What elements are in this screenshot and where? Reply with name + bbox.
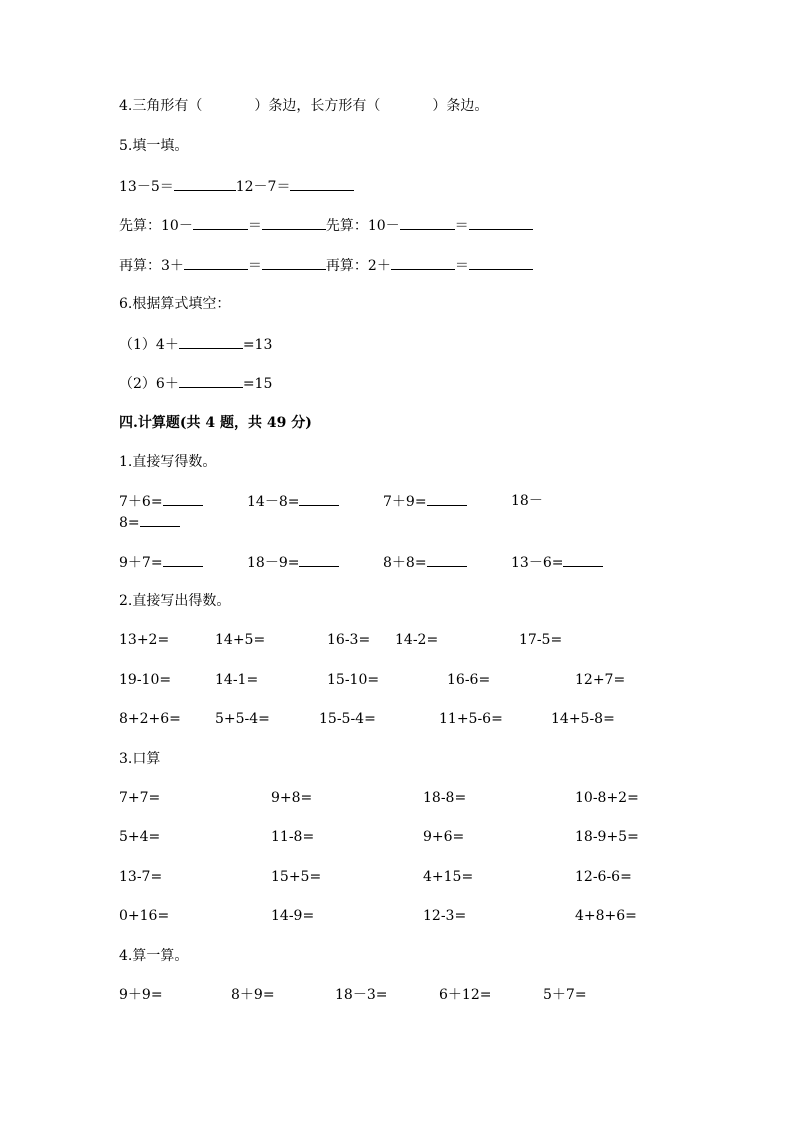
q6-row-1 bbox=[119, 334, 272, 355]
q5-r2-eq-2: ＝ bbox=[454, 218, 469, 234]
question-6-title: 6.根据算式填空： bbox=[119, 296, 231, 312]
calc-1-expr: 7＋9= bbox=[383, 494, 427, 510]
q5-r2-eq-1: ＝ bbox=[247, 218, 262, 234]
calc-2-item: 13+2= bbox=[119, 632, 170, 648]
calc-2-item: 5+5-4= bbox=[215, 711, 270, 727]
q5-r3-blank-4[interactable] bbox=[469, 255, 533, 270]
calc-3-item: 18-8= bbox=[423, 790, 467, 806]
calc-2-item: 14-2= bbox=[395, 632, 439, 648]
q5-r1-blank-a[interactable] bbox=[174, 176, 236, 191]
q4-text-c: ）条边。 bbox=[432, 98, 489, 114]
calc-2-item: 14+5-8= bbox=[551, 711, 615, 727]
calc-2-item: 8+2+6= bbox=[119, 711, 181, 727]
calc-3-item: 9+8= bbox=[271, 790, 313, 806]
q4-text-a: 4.三角形有（ bbox=[119, 98, 203, 114]
calc-1-blank[interactable] bbox=[163, 491, 203, 506]
calc-4-item: 18－3= bbox=[335, 987, 388, 1003]
q5-r1-expr-b: 12－7＝ bbox=[235, 179, 291, 195]
calc-1-expr: 14－8= bbox=[247, 494, 300, 510]
calc-1-item bbox=[247, 552, 339, 573]
q5-r2-blank-2[interactable] bbox=[262, 215, 326, 230]
calc-3-row-3 bbox=[0, 867, 794, 887]
calc-2-item: 15-10= bbox=[327, 672, 380, 688]
calc-1-blank[interactable] bbox=[140, 512, 180, 527]
q5-row-3 bbox=[119, 255, 533, 276]
calc-3-title: 3.口算 bbox=[119, 751, 161, 767]
calc-1-expr: 18－9= bbox=[247, 555, 300, 571]
calc-2-item: 15-5-4= bbox=[319, 711, 376, 727]
section-4-title: 四.计算题(共 4 题，共 49 分) bbox=[119, 415, 312, 431]
q5-r2-blank-1[interactable] bbox=[193, 215, 248, 230]
calc-2-item: 17-5= bbox=[519, 632, 563, 648]
calc-1-expr: 7＋6= bbox=[119, 494, 163, 510]
q5-r1-expr-a: 13－5＝ bbox=[119, 179, 174, 195]
calc-3-row-2 bbox=[0, 827, 794, 847]
calc-1-row-1 bbox=[0, 491, 794, 511]
calc-3-item: 15+5= bbox=[271, 869, 322, 885]
q5-r3-blank-3[interactable] bbox=[391, 255, 455, 270]
calc-3-item: 11-8= bbox=[271, 829, 315, 845]
calc-2-title: 2.直接写出得数。 bbox=[119, 593, 231, 609]
q6-row-2 bbox=[119, 373, 272, 394]
calc-3-item: 13-7= bbox=[119, 869, 163, 885]
question-4 bbox=[119, 96, 488, 116]
q5-r3-blank-2[interactable] bbox=[262, 255, 326, 270]
calc-1-item bbox=[247, 491, 339, 512]
q6-r1-expr: （1）4＋ bbox=[119, 337, 179, 353]
calc-2-item: 16-3= bbox=[327, 632, 371, 648]
calc-2-item: 14-1= bbox=[215, 672, 259, 688]
q5-r2-expr-b: 先算：10－ bbox=[325, 218, 400, 234]
q5-row-2 bbox=[119, 215, 533, 236]
calc-2-item: 12+7= bbox=[575, 672, 626, 688]
calc-1-item bbox=[511, 552, 603, 573]
calc-2-row-3 bbox=[0, 709, 794, 729]
q4-text-b: ）条边，长方形有（ bbox=[254, 98, 381, 114]
q5-r2-blank-4[interactable] bbox=[469, 215, 533, 230]
q6-r2-result: =15 bbox=[242, 376, 273, 392]
calc-3-item: 0+16= bbox=[119, 908, 170, 924]
calc-1-item: 18－ bbox=[511, 493, 543, 509]
q5-r3-eq-1: ＝ bbox=[247, 258, 262, 274]
calc-1-expr: 13－6= bbox=[511, 555, 564, 571]
calc-2-item: 19-10= bbox=[119, 672, 172, 688]
calc-4-item: 5＋7= bbox=[543, 987, 587, 1003]
q6-r2-expr: （2）6＋ bbox=[119, 376, 179, 392]
q6-r1-result: =13 bbox=[242, 337, 273, 353]
calc-2-item: 11+5-6= bbox=[439, 711, 503, 727]
calc-3-item: 10-8+2= bbox=[575, 790, 639, 806]
calc-3-row-4 bbox=[0, 906, 794, 926]
calc-1-blank[interactable] bbox=[163, 552, 203, 567]
calc-4-item: 8＋9= bbox=[231, 987, 275, 1003]
calc-1-blank[interactable] bbox=[427, 552, 467, 567]
q6-r2-blank[interactable] bbox=[179, 373, 243, 388]
calc-1-title: 1.直接写得数。 bbox=[119, 454, 217, 470]
calc-3-item: 7+7= bbox=[119, 790, 161, 806]
calc-1-blank[interactable] bbox=[299, 552, 339, 567]
calc-3-item: 9+6= bbox=[423, 829, 465, 845]
q5-r3-expr-a: 再算：3＋ bbox=[119, 258, 184, 274]
calc-3-item: 12-3= bbox=[423, 908, 467, 924]
calc-3-item: 18-9+5= bbox=[575, 829, 639, 845]
q5-r3-expr-b: 再算：2＋ bbox=[325, 258, 391, 274]
calc-1-item bbox=[119, 552, 203, 573]
calc-2-row-2 bbox=[0, 670, 794, 690]
calc-3-row-1 bbox=[0, 788, 794, 808]
calc-1-blank[interactable] bbox=[427, 491, 467, 506]
calc-1-blank[interactable] bbox=[299, 491, 339, 506]
calc-1-expr: 8＋8= bbox=[383, 555, 427, 571]
calc-4-title: 4.算一算。 bbox=[119, 948, 189, 964]
calc-3-item: 5+4= bbox=[119, 829, 161, 845]
calc-1-item bbox=[119, 491, 203, 512]
calc-1-row-1-wrap bbox=[119, 512, 180, 533]
calc-4-row-1 bbox=[0, 985, 794, 1005]
calc-1-row-2 bbox=[0, 552, 794, 572]
calc-3-item: 4+15= bbox=[423, 869, 474, 885]
calc-2-item: 14+5= bbox=[215, 632, 266, 648]
calc-1-item bbox=[383, 491, 467, 512]
q5-r1-blank-b[interactable] bbox=[290, 176, 354, 191]
question-5-title: 5.填一填。 bbox=[119, 138, 189, 154]
q5-r2-blank-3[interactable] bbox=[400, 215, 455, 230]
calc-1-expr: 9＋7= bbox=[119, 555, 163, 571]
calc-3-item: 12-6-6= bbox=[575, 869, 632, 885]
calc-4-item: 6＋12= bbox=[439, 987, 492, 1003]
calc-3-item: 14-9= bbox=[271, 908, 315, 924]
calc-3-item: 4+8+6= bbox=[575, 908, 637, 924]
calc-1-blank[interactable] bbox=[563, 552, 603, 567]
calc-1-expr: 8= bbox=[119, 515, 140, 531]
q5-r2-expr-a: 先算：10－ bbox=[119, 218, 193, 234]
q6-r1-blank[interactable] bbox=[179, 334, 243, 349]
calc-2-row-1 bbox=[0, 630, 794, 650]
q5-row-1 bbox=[119, 176, 354, 197]
calc-1-item bbox=[383, 552, 467, 573]
q5-r3-eq-2: ＝ bbox=[454, 258, 469, 274]
calc-2-item: 16-6= bbox=[447, 672, 491, 688]
q5-r3-blank-1[interactable] bbox=[184, 255, 248, 270]
calc-4-item: 9＋9= bbox=[119, 987, 163, 1003]
